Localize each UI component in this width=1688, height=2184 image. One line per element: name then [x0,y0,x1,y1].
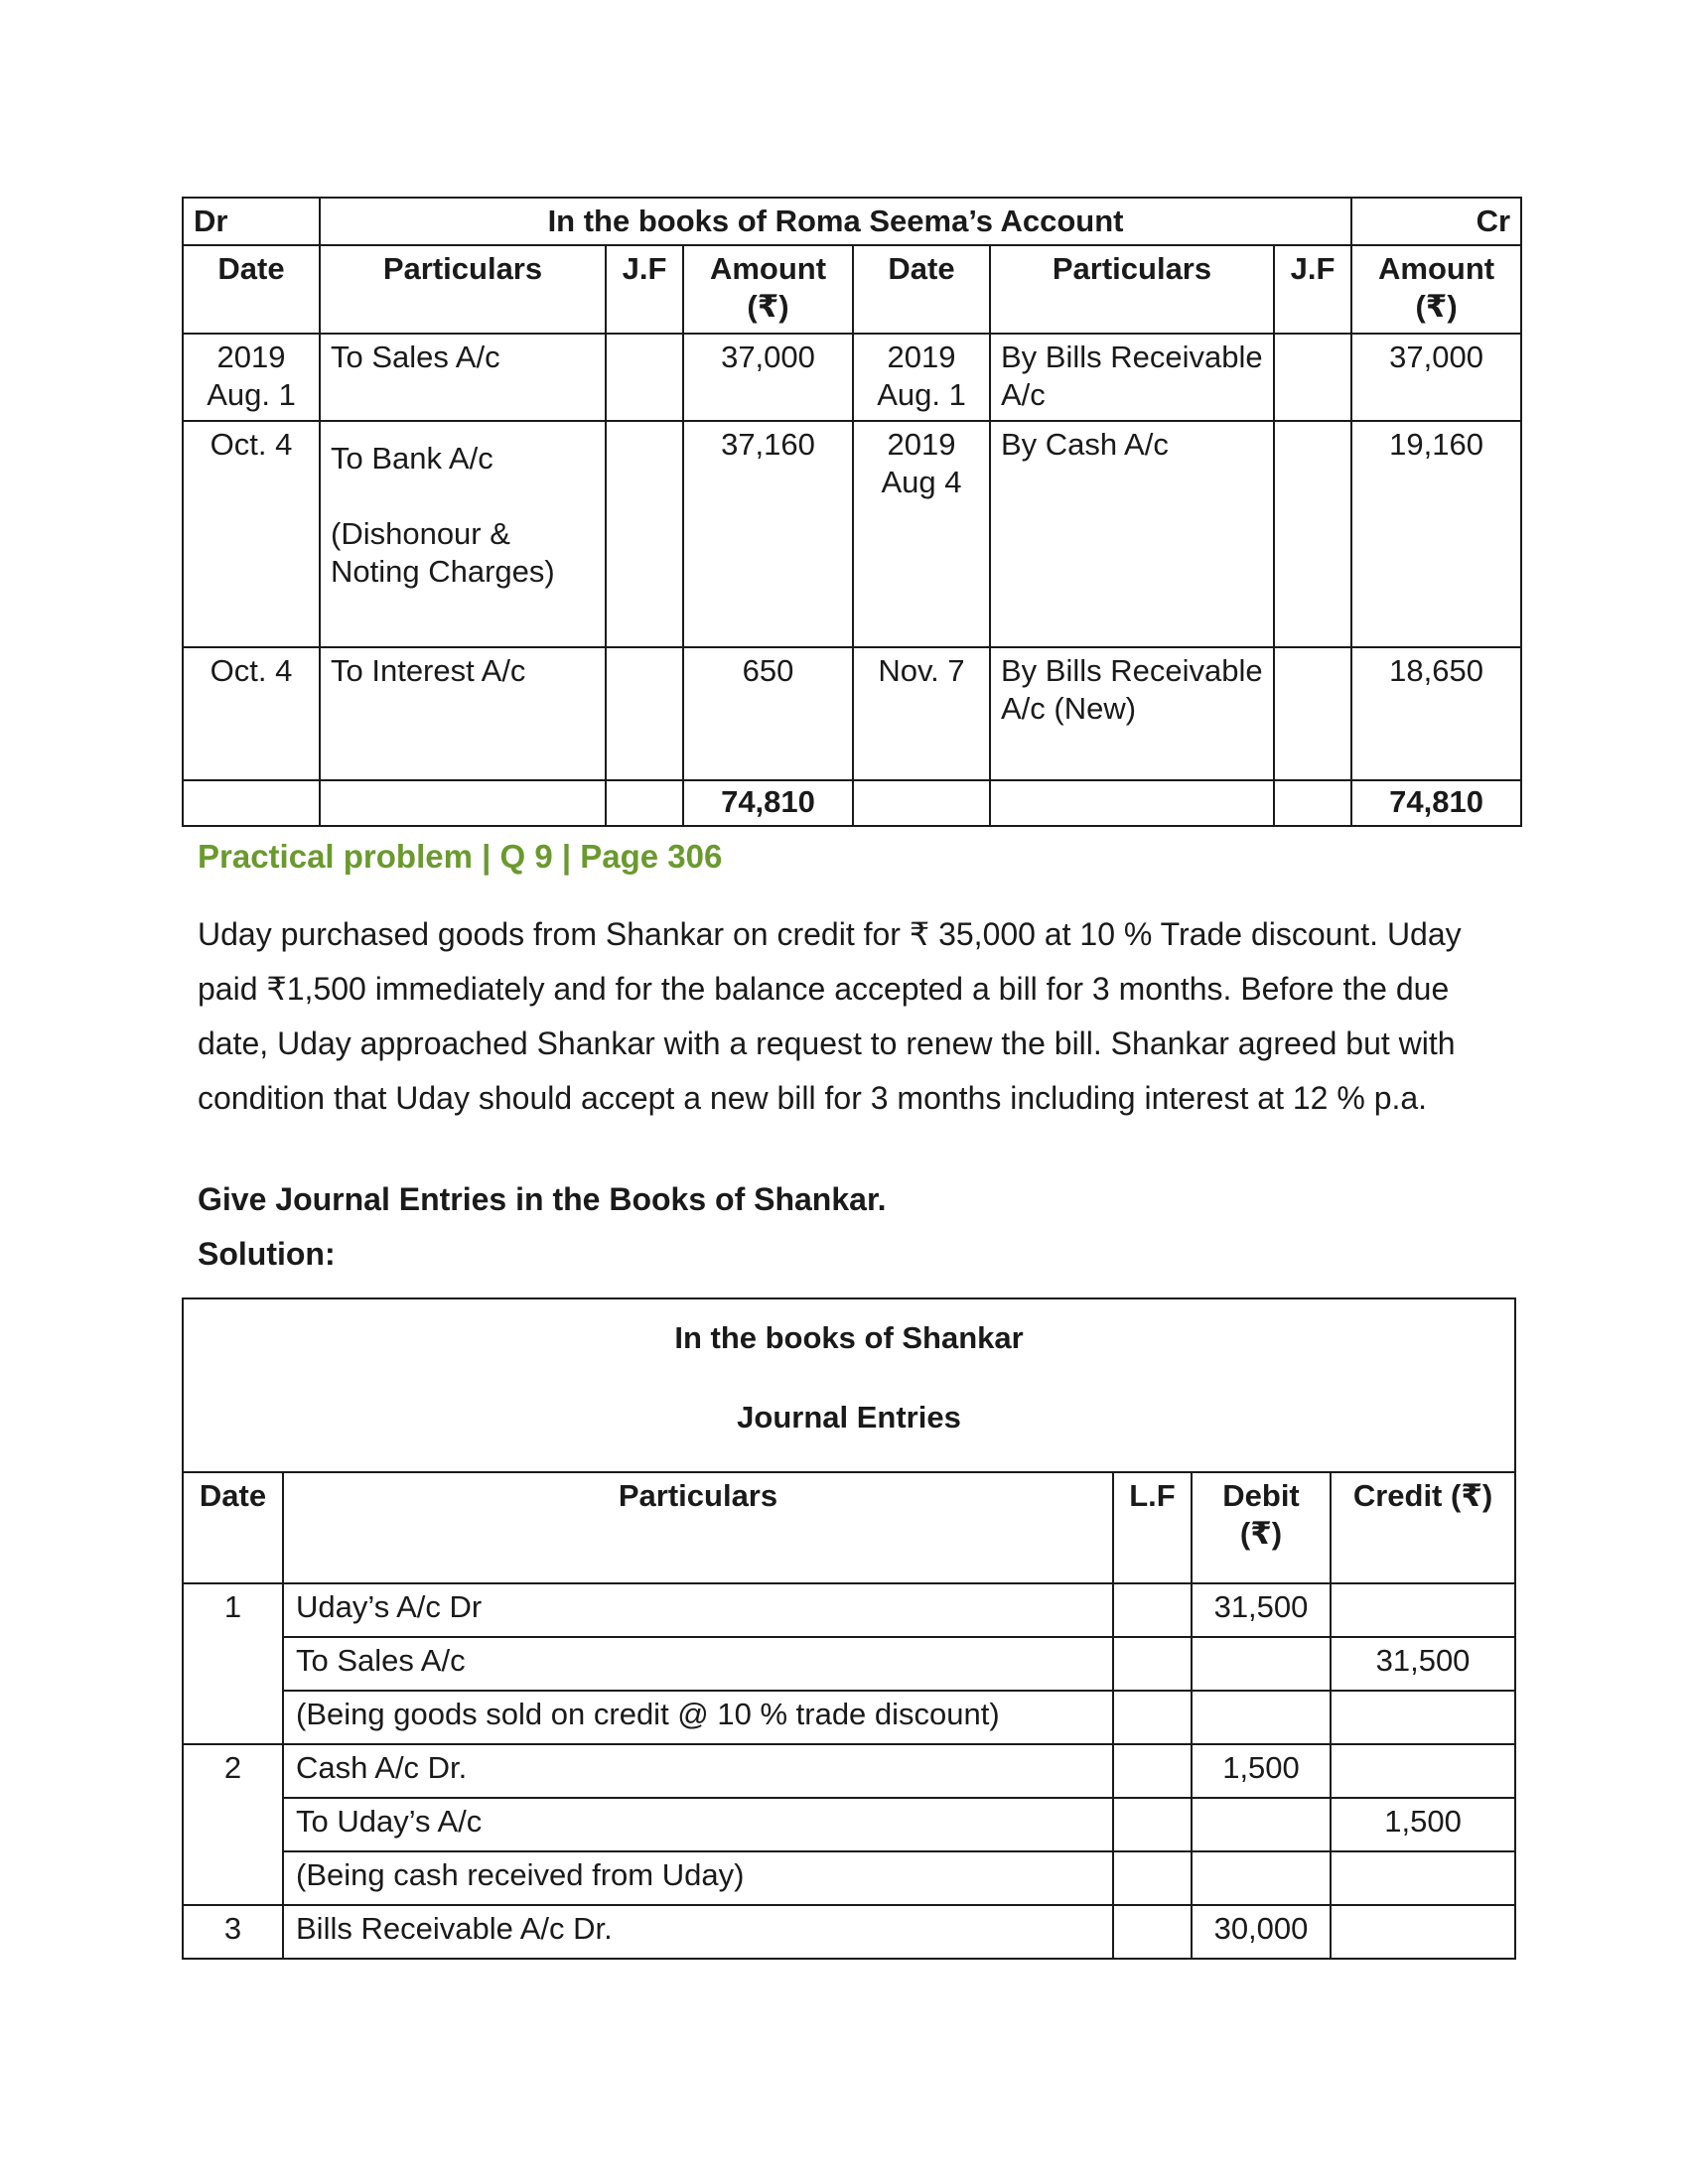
journal-lf [1113,1798,1192,1851]
ledger-cr-particulars: By Cash A/c [990,421,1274,647]
empty-cell [320,780,606,826]
ledger-col-dr-date: Date [183,245,320,334]
journal-col-debit: Debit (₹) [1192,1472,1331,1583]
journal-particulars: To Sales A/c [283,1637,1113,1691]
journal-entry-number: 2 [183,1744,283,1905]
ledger-dr-particulars: To Bank A/c [331,441,493,476]
ledger-cr-label: Cr [1351,198,1521,245]
ledger-column-headers [183,245,1521,334]
journal-narration: (Being goods sold on credit @ 10 % trade discount) [283,1691,1113,1744]
journal-row [183,1851,1515,1905]
journal-row [183,1637,1515,1691]
ledger-dr-amount: 650 [683,647,853,780]
journal-title-cell [183,1298,1515,1472]
ledger-cr-particulars: By Bills Receivable A/c (New) [990,647,1274,780]
ledger-col-dr-jf: J.F [606,245,683,334]
journal-credit: 1,500 [1331,1798,1515,1851]
ledger-cr-amount: 19,160 [1351,421,1521,647]
problem-text: Uday purchased goods from Shankar on credit for ₹ 35,000 at 10 % Trade discount. Uday paid ₹1,500 immediately and for the balance accepted a bill for 3 months. Before the due date, Uday approached Shankar with a request to renew the bill. Shankar agreed but with condition that Uday should accept a new bill for 3 months including interest at 12 % p.a. [198,916,1462,1116]
journal-credit [1331,1744,1515,1798]
journal-row [183,1905,1515,1959]
ledger-dr-date: Oct. 4 [183,421,320,647]
journal-subtitle: Journal Entries [737,1400,961,1434]
ledger-cr-date: Nov. 7 [853,647,990,780]
ledger-title: In the books of Roma Seema’s Account [320,198,1351,245]
journal-lf [1113,1905,1192,1959]
ledger-dr-total: 74,810 [683,780,853,826]
empty-cell [606,780,683,826]
spacer [331,426,595,440]
ledger-dr-particulars-cell [320,421,606,647]
journal-table [182,1297,1516,1960]
ledger-dr-jf [606,421,683,647]
journal-credit: 31,500 [1331,1637,1515,1691]
ledger-cr-jf [1274,647,1351,780]
spacer [331,478,595,515]
ledger-dr-jf [606,334,683,421]
ledger-cr-jf [1274,334,1351,421]
ledger-cr-amount: 18,650 [1351,647,1521,780]
ledger-title-row [183,198,1521,245]
journal-title: In the books of Shankar [674,1320,1024,1355]
ledger-dr-amount: 37,000 [683,334,853,421]
solution-label: Solution: [198,1236,336,1272]
journal-particulars: Bills Receivable A/c Dr. [283,1905,1113,1959]
journal-row [183,1798,1515,1851]
journal-debit [1192,1851,1331,1905]
ledger-col-cr-date: Date [853,245,990,334]
ledger-cr-particulars: By Bills Receivable A/c [990,334,1274,421]
ledger-dr-label: Dr [183,198,320,245]
ledger-col-cr-particulars: Particulars [990,245,1274,334]
journal-col-particulars: Particulars [283,1472,1113,1583]
ledger-totals-row [183,780,1521,826]
journal-entry-number: 3 [183,1905,283,1959]
ledger-cr-date: 2019 Aug. 1 [853,334,990,421]
ledger-col-dr-particulars: Particulars [320,245,606,334]
ledger-dr-jf [606,647,683,780]
ledger-dr-particulars: To Sales A/c [320,334,606,421]
empty-cell [1274,780,1351,826]
ledger-cr-amount: 37,000 [1351,334,1521,421]
journal-debit [1192,1798,1331,1851]
journal-col-lf: L.F [1113,1472,1192,1583]
ledger-table [182,197,1522,827]
journal-debit: 30,000 [1192,1905,1331,1959]
journal-lf [1113,1691,1192,1744]
journal-lf [1113,1851,1192,1905]
ledger-dr-date: Oct. 4 [183,647,320,780]
journal-credit [1331,1691,1515,1744]
empty-cell [183,780,320,826]
ledger-dr-particulars-note: (Dishonour & Noting Charges) [331,516,555,589]
ledger-dr-date: 2019 Aug. 1 [183,334,320,421]
journal-row [183,1583,1515,1637]
journal-credit [1331,1583,1515,1637]
journal-debit: 31,500 [1192,1583,1331,1637]
instruction-text: Give Journal Entries in the Books of Shankar. [198,1181,887,1217]
empty-cell [990,780,1274,826]
ledger-row [183,421,1521,647]
ledger-row [183,647,1521,780]
journal-debit: 1,500 [1192,1744,1331,1798]
ledger-dr-amount: 37,160 [683,421,853,647]
journal-column-headers [183,1472,1515,1583]
journal-particulars: Cash A/c Dr. [283,1744,1113,1798]
journal-row [183,1744,1515,1798]
ledger-dr-particulars: To Interest A/c [320,647,606,780]
ledger-cr-jf [1274,421,1351,647]
journal-lf [1113,1637,1192,1691]
journal-col-date: Date [183,1472,283,1583]
ledger-row [183,334,1521,421]
empty-cell [853,780,990,826]
journal-credit [1331,1851,1515,1905]
journal-row [183,1691,1515,1744]
journal-lf [1113,1744,1192,1798]
ledger-cr-date: 2019 Aug 4 [853,421,990,647]
journal-particulars: Uday’s A/c Dr [283,1583,1113,1637]
journal-title-row [183,1298,1515,1472]
ledger-col-dr-amount: Amount (₹) [683,245,853,334]
journal-debit [1192,1637,1331,1691]
journal-narration: (Being cash received from Uday) [283,1851,1113,1905]
ledger-col-cr-amount: Amount (₹) [1351,245,1521,334]
journal-debit [1192,1691,1331,1744]
journal-col-credit: Credit (₹) [1331,1472,1515,1583]
ledger-cr-total: 74,810 [1351,780,1521,826]
journal-particulars: To Uday’s A/c [283,1798,1113,1851]
journal-entry-number: 1 [183,1583,283,1744]
journal-credit [1331,1905,1515,1959]
ledger-col-cr-jf: J.F [1274,245,1351,334]
journal-lf [1113,1583,1192,1637]
section-heading: Practical problem | Q 9 | Page 306 [198,838,723,875]
